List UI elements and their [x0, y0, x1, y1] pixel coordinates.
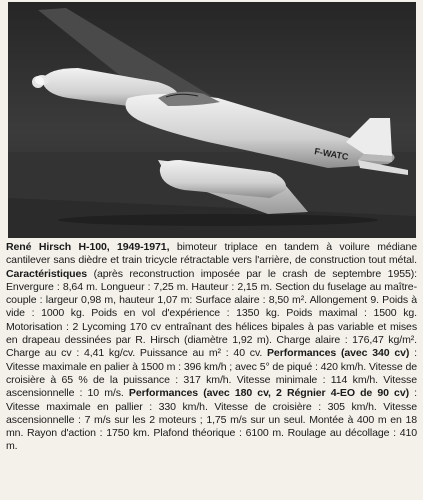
caption-title: René Hirsch H-100, 1949-1971, [6, 241, 170, 253]
caption-paragraph [6, 241, 417, 454]
aircraft-photo [8, 2, 416, 238]
characteristics-text: (après reconstruction imposée par le crash de septembre 1955): Envergure : 8,64 m. Longueur : 7,25 m. Hauteur : 2,15 m. Section du fuselage au maître-couple : largeur 0,98 m, hauteur 1,07 m: Surface alaire : 8,50 m². Allongement 9. Poids à vide : 1000 kg. Poids en vol d'expérience : 1350 kg. Poids maximal : 1500 kg. Motorisation : 2 Lycoming 170 cv entraînant des hélices bipales à pas variable et mises en drapeau dessinées par R. Hirsch (diamètre 1,92 m). Charge alaire : 176,47 kg/m². Charge au cv : 4,41 kg/cv. Puissance au m² : 40 cv. [6, 267, 417, 360]
performances-180-label: Performances (avec 180 cv, 2 Régnier 4-EO de 90 cv) [128, 387, 409, 400]
registration-marking: F-WATC [313, 146, 350, 162]
performances-340-text: : Vitesse maximale en palier à 1500 m : 396 km/h ; avec 5° de piqué : 420 km/h. Vitesse de croisière à 65 % de la puissance : 317 km/h. Vitesse minimale : 114 km/h. Vitesse ascensionnelle : 10 m/s. [6, 347, 417, 400]
performances-180-text: : Vitesse maximale en pallier : 330 km/h. Vitesse de croisière : 305 km/h. Vitesse ascensionnelle : 7 m/s sur les 2 moteurs ; 1,75 m/s sur un seul. Montée à 400 m en 18 mn. Rayon d'action : 1750 km. Plafond théorique : 6100 m. Roulage au décollage : 410 m. [6, 387, 417, 453]
characteristics-label: Caractéristiques [6, 267, 88, 280]
caption-intro: bimoteur triplace en tandem à voilure médiane cantilever sans dièdre et train tricycle rétractable vers l'arrière, de construction tout métal. [6, 241, 418, 267]
performances-340-label: Performances (avec 340 cv) [267, 347, 410, 360]
